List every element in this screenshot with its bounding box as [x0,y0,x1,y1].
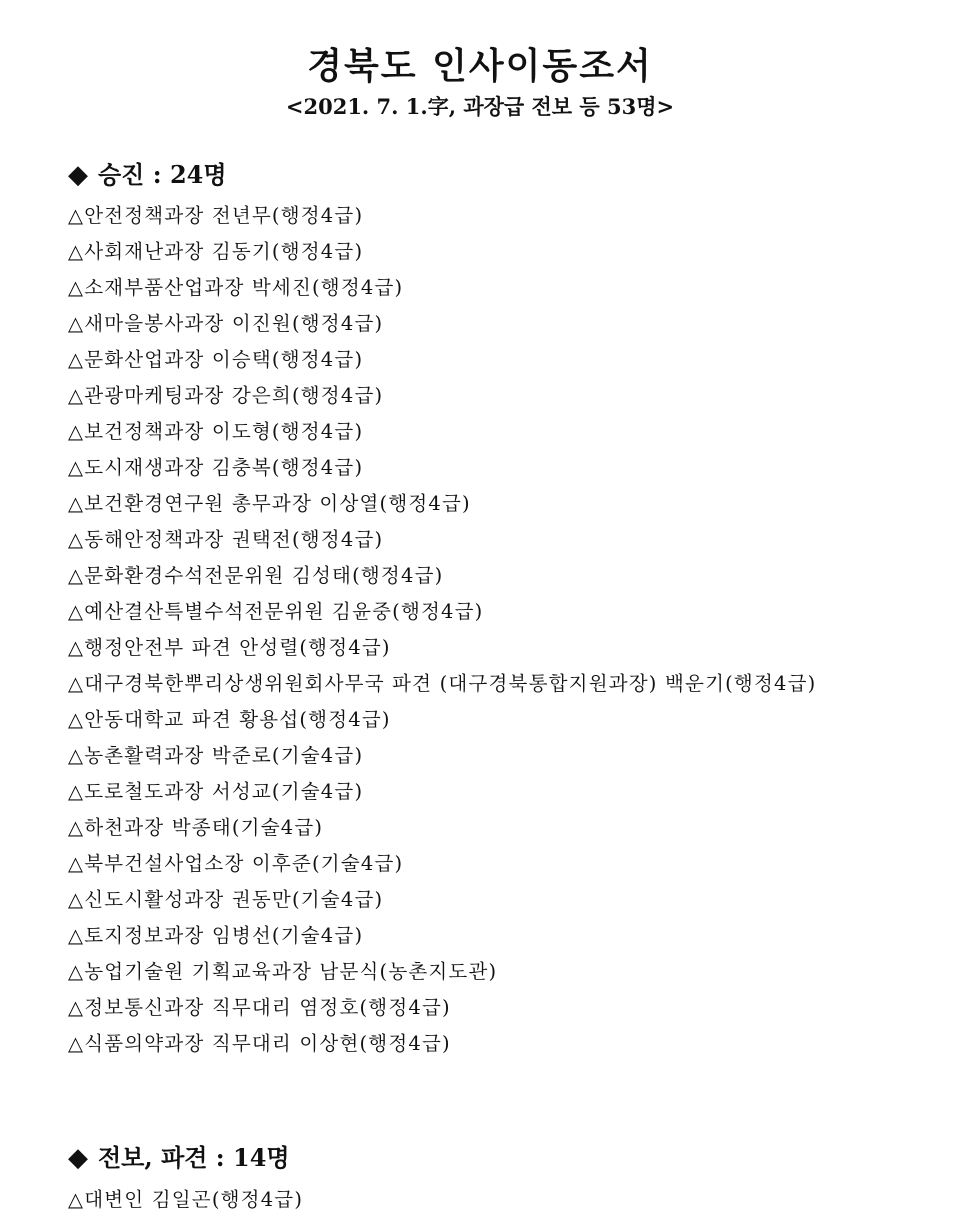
list-item: △토지정보과장 임병선(기술4급) [68,924,364,947]
section-heading-promotion [68,155,227,195]
list-item: △신도시활성과장 권동만(기술4급) [68,888,384,911]
list-item: △보건환경연구원 총무과장 이상열(행정4급) [68,492,471,515]
list-item: △농업기술원 기획교육과장 남문식(농촌지도관) [68,960,498,983]
list-item: △행정안전부 파견 안성렬(행정4급) [68,636,391,659]
list-item: △북부건설사업소장 이후준(기술4급) [68,852,404,875]
list-item: △새마을봉사과장 이진원(행정4급) [68,312,384,335]
document-title: 경북도 인사이동조서 [307,45,653,87]
list-item: △보건정책과장 이도형(행정4급) [68,420,364,443]
list-item: △하천과장 박종태(기술4급) [68,816,324,839]
list-item: △문화산업과장 이승택(행정4급) [68,348,364,371]
list-item: △안전정책과장 전년무(행정4급) [68,204,364,227]
diamond-bullet-icon: ◆ [68,1143,88,1173]
list-item: △관광마케팅과장 강은희(행정4급) [68,384,384,407]
list-item: △사회재난과장 김동기(행정4급) [68,240,364,263]
section-heading-text: 전보, 파견 : 14명 [98,1143,290,1172]
list-item: △도시재생과장 김충복(행정4급) [68,456,364,479]
diamond-bullet-icon: ◆ [68,160,88,190]
list-item: △안동대학교 파견 황용섭(행정4급) [68,708,391,731]
list-item: △소재부품산업과장 박세진(행정4급) [68,276,404,299]
section-heading-text: 승진 : 24명 [98,160,227,189]
list-item: △동해안정책과장 권택전(행정4급) [68,528,384,551]
list-item: △대변인 김일곤(행정4급) [68,1188,304,1211]
list-item: △식품의약과장 직무대리 이상현(행정4급) [68,1032,451,1055]
list-item: △예산결산특별수석전문위원 김윤중(행정4급) [68,600,484,623]
document-subtitle: <2021. 7. 1.字, 과장급 전보 등 53명> [285,94,675,119]
list-item: △문화환경수석전문위원 김성태(행정4급) [68,564,444,587]
promotion-list [68,198,888,1062]
list-item: △대구경북한뿌리상생위원회사무국 파견 (대구경북통합지원과장) 백운기(행정4급) [68,672,817,695]
transfer-list [68,1182,888,1218]
list-item: △도로철도과장 서성교(기술4급) [68,780,364,803]
list-item: △정보통신과장 직무대리 염정호(행정4급) [68,996,451,1019]
section-heading-transfer [68,1138,290,1178]
list-item: △농촌활력과장 박준로(기술4급) [68,744,364,767]
